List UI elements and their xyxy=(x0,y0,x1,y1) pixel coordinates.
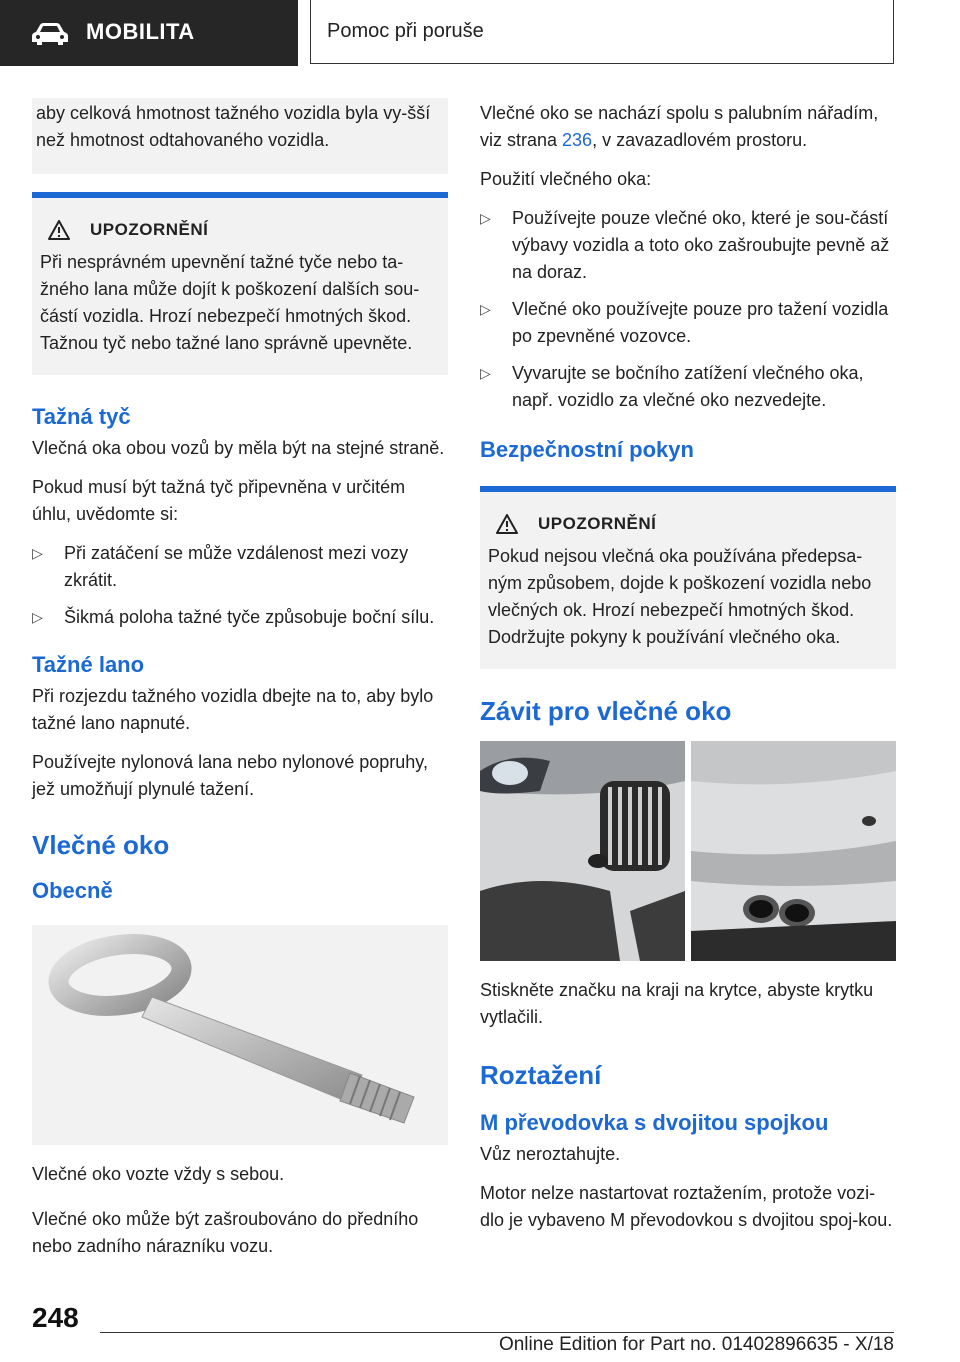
tow-bar-text-2: Pokud musí být tažná tyč připevněna v určitém úhlu, uvědomte si: xyxy=(32,477,406,524)
section-tab xyxy=(0,0,298,66)
list-item: ▷ Šikmá poloha tažné tyče způsobuje boční sílu. xyxy=(32,604,448,631)
warning-text: Pokud nejsou vlečná oka používána předepsa-ným způsobem, dojde k poškození vozidla nebo vlečných ok. Hrozí nebezpečí hmotných škod. Dodržujte pokyny k používání vlečného oka. xyxy=(488,546,872,647)
heading-safety: Bezpečnostní pokyn xyxy=(480,437,694,462)
section-title: MOBILITA xyxy=(86,19,195,44)
list-item: ▷ Vyvarujte se bočního zatížení vlečného oka, např. vozidlo za vlečné oko nezvedejte. xyxy=(480,360,896,414)
warning-box xyxy=(480,486,896,669)
list-item: ▷ Při zatáčení se může vzdálenost mezi vozy zkrátit. xyxy=(32,540,448,594)
usage-list xyxy=(480,205,896,414)
page-number: 248 xyxy=(32,1302,79,1333)
heading-general: Obecně xyxy=(32,878,113,903)
chapter-title: Pomoc při poruše xyxy=(327,20,484,42)
list-item: ▷ Používejte pouze vlečné oko, které je sou-částí výbavy vozidla a toto oko zašroubujte pevně až na doraz. xyxy=(480,205,896,286)
warning-heading xyxy=(40,216,436,243)
warning-heading xyxy=(488,510,884,537)
footer-edition: Online Edition for Part no. 01402896635 - X/18 xyxy=(498,1334,894,1355)
heading-tow-eye: Vlečné oko xyxy=(32,830,170,860)
heading-tow-bar: Tažná tyč xyxy=(32,404,131,429)
rear-bumper-photo xyxy=(691,741,896,961)
front-bumper-photo xyxy=(480,741,685,961)
heading-push-start: Roztažení xyxy=(480,1060,602,1090)
thread-text: Stiskněte značku na kraji na krytce, abyste krytku vytlačili. xyxy=(480,980,874,1027)
tow-eye-illustration xyxy=(32,925,448,1145)
caption-text-1: Vlečné oko vozte vždy s sebou. xyxy=(32,1164,285,1184)
list-item: ▷ Vlečné oko používejte pouze pro tažení vozidla po zpevněné vozovce. xyxy=(480,296,896,350)
bullet-icon: ▷ xyxy=(480,301,491,317)
page-link[interactable]: 236 xyxy=(562,130,593,150)
bullet-icon: ▷ xyxy=(480,210,491,226)
m-text-2: Motor nelze nastartovat roztažením, protože vozi-dlo je vybaveno M převodovkou s dvojitou spoj-kou. xyxy=(480,1183,893,1230)
kidney-grille xyxy=(600,781,670,871)
warning-title: UPOZORNĚNÍ xyxy=(90,220,209,239)
heading-tow-rope: Tažné lano xyxy=(32,652,145,677)
tow-rope-text-1: Při rozjezdu tažného vozidla dbejte na to, aby bylo tažné lano napnuté. xyxy=(32,686,434,733)
tow-bar-text-1: Vlečná oka obou vozů by měla být na stejné straně. xyxy=(32,438,445,458)
intro-text: aby celková hmotnost tažného vozidla byla vy-šší než hmotnost odtahovaného vozidla. xyxy=(36,103,431,150)
tow-rope-text-2: Používejte nylonová lana nebo nylonové popruhy, jež umožňují plynulé tažení. xyxy=(32,752,428,799)
bullet-icon: ▷ xyxy=(32,545,43,561)
warning-box xyxy=(32,192,448,375)
bullet-icon: ▷ xyxy=(480,365,491,381)
bullet-icon: ▷ xyxy=(32,609,43,625)
caption-text-2: Vlečné oko může být zašroubováno do předního nebo zadního nárazníku vozu. xyxy=(32,1209,419,1256)
right-column xyxy=(480,100,896,1246)
page-header xyxy=(0,0,960,66)
car-icon xyxy=(30,22,70,51)
warning-triangle-icon xyxy=(496,514,518,534)
continued-text-box xyxy=(32,98,448,174)
left-column xyxy=(32,100,448,1272)
warning-triangle-icon xyxy=(48,220,70,240)
chapter-box xyxy=(310,0,894,64)
m-text-1: Vůz neroztahujte. xyxy=(480,1144,621,1164)
footer-divider xyxy=(100,1332,894,1333)
bumper-photos xyxy=(480,741,896,961)
heading-thread: Závit pro vlečné oko xyxy=(480,696,732,726)
heading-m-transmission: M převodovka s dvojitou spojkou xyxy=(480,1110,829,1135)
warning-title: UPOZORNĚNÍ xyxy=(538,514,657,533)
usage-title: Použití vlečného oka: xyxy=(480,169,652,189)
thread xyxy=(340,1073,414,1123)
warning-text: Při nesprávném upevnění tažné tyče nebo ta-žného lana může dojít k poškození dalších sou-částí vozidla. Hrozí nebezpečí hmotných škod. Tažnou tyč nebo tažné lano správně upevněte. xyxy=(40,252,420,353)
location-text: Vlečné oko se nachází spolu s palubním nářadím, viz strana 236, v zavazadlovém prostoru. xyxy=(480,103,879,150)
tow-bar-list xyxy=(32,540,448,631)
